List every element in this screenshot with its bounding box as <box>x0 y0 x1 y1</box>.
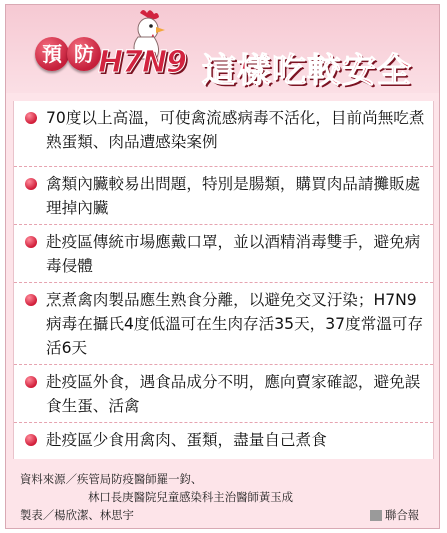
list-item-text: 70度以上高溫，可使禽流感病毒不活化，目前尚無吃煮熟蛋類、肉品遭感染案例 <box>46 109 425 151</box>
bullet-icon <box>25 112 37 124</box>
list-item <box>14 101 433 167</box>
bullet-icon <box>25 294 37 306</box>
list-item <box>14 283 433 365</box>
bullet-icon <box>25 236 37 248</box>
badge-prevent-2: 防 <box>67 37 101 71</box>
bullet-icon <box>25 178 37 190</box>
virus-name: H7N9 <box>98 45 186 80</box>
source-line-1: 資料來源／疾管局防疫醫師羅一鈞、 <box>20 472 203 486</box>
publisher-name: 聯合報 <box>385 508 420 522</box>
list-item-text: 烹煮禽肉製品應生熟食分離，以避免交叉汙染；H7N9病毒在攝氏4度低溫可在生肉存活35天，37度常溫可存活6天 <box>46 291 424 357</box>
list-item <box>14 167 433 225</box>
bullet-icon <box>25 376 37 388</box>
credit-line: 製表／楊欣潔、林思宇 <box>20 508 134 522</box>
bullet-icon <box>25 434 37 446</box>
list-item-text: 赴疫區少食用禽肉、蛋類，盡量自己煮食 <box>46 431 327 449</box>
badge-prevent-1: 預 <box>35 37 69 71</box>
publisher-brand <box>370 507 419 523</box>
list-item-text: 禽類內臟較易出問題，特別是腸類，購買肉品請攤販處理掉內臟 <box>46 175 421 217</box>
list-item <box>14 365 433 423</box>
header-banner <box>6 5 439 93</box>
infographic-card <box>5 4 440 529</box>
page-title: 這樣吃較安全 <box>202 51 412 91</box>
list-item <box>14 225 433 283</box>
list-item <box>14 423 433 459</box>
tips-list <box>13 101 434 459</box>
list-item-text: 赴疫區外食，遇食品成分不明，應向賣家確認，避免誤食生蛋、活禽 <box>46 373 421 415</box>
list-item-text: 赴疫區傳統市場應戴口罩，並以酒精消毒雙手，避免病毒侵體 <box>46 233 421 275</box>
source-line-2: 林口長庚醫院兒童感染科主治醫師黃玉成 <box>88 490 294 504</box>
publisher-logo-icon <box>370 510 382 521</box>
